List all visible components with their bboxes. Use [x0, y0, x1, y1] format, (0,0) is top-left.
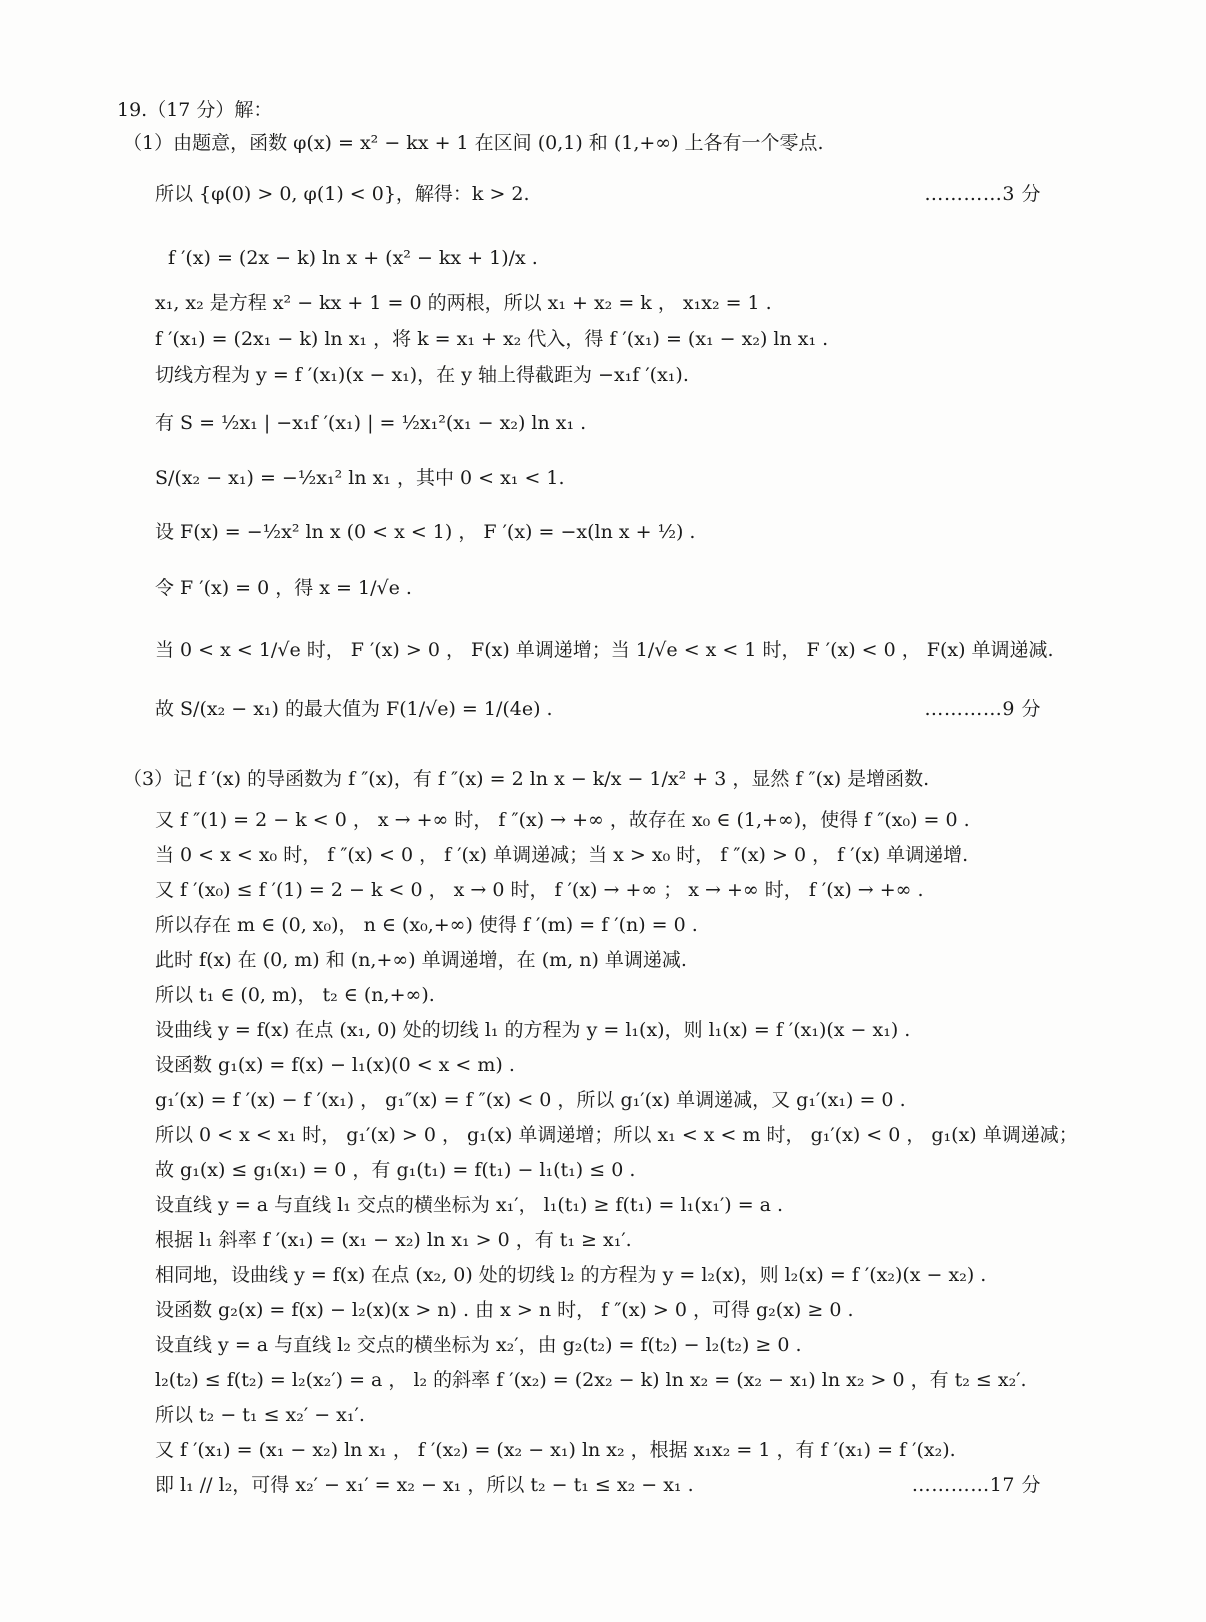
part3-line-14: 根据 l₁ 斜率 f ′(x₁) = (x₁ − x₂) ln x₁ > 0 ，有 t₁ ≥ x₁′.	[155, 1229, 632, 1251]
part3-line-3: 当 0 < x < x₀ 时， f ″(x) < 0 ， f ′(x) 单调递减；当 x > x₀ 时， f ″(x) > 0 ， f ′(x) 单调递增.	[155, 844, 969, 866]
part1-line-6: 切线方程为 y = f ′(x₁)(x − x₁)，在 y 轴上得截距为 −x₁f ′(x₁).	[155, 364, 689, 386]
part1-line-4: x₁, x₂ 是方程 x² − kx + 1 = 0 的两根，所以 x₁ + x₂ = k ， x₁x₂ = 1 .	[155, 292, 772, 314]
part3-line-8: 设曲线 y = f(x) 在点 (x₁, 0) 处的切线 l₁ 的方程为 y = l₁(x)，则 l₁(x) = f ′(x₁)(x − x₁) .	[155, 1019, 911, 1041]
part1-line-11: 当 0 < x < 1/√e 时， F ′(x) > 0 ， F(x) 单调递增；当 1/√e < x < 1 时， F ′(x) < 0 ， F(x) 单调递减.	[155, 639, 1054, 661]
part3-line-10: g₁′(x) = f ′(x) − f ′(x₁) ， g₁″(x) = f ″(x) < 0 ，所以 g₁′(x) 单调递减，又 g₁′(x₁) = 0 .	[155, 1089, 906, 1111]
part1-line-2: 所以 {φ(0) > 0, φ(1) < 0}，解得：k > 2.	[155, 183, 530, 205]
part3-line-20: 又 f ′(x₁) = (x₁ − x₂) ln x₁ ， f ′(x₂) = (x₂ − x₁) ln x₂ ，根据 x₁x₂ = 1 ，有 f ′(x₁) = f ′(x₂).	[155, 1439, 956, 1461]
part3-line-4: 又 f ′(x₀) ≤ f ′(1) = 2 − k < 0 ， x → 0 时， f ′(x) → +∞ ； x → +∞ 时， f ′(x) → +∞ .	[155, 879, 924, 901]
part3-line-17: 设直线 y = a 与直线 l₂ 交点的横坐标为 x₂′，由 g₂(t₂) = f(t₂) − l₂(t₂) ≥ 0 .	[155, 1334, 802, 1356]
part1-line-7: 有 S = ½x₁ | −x₁f ′(x₁) | = ½x₁²(x₁ − x₂) ln x₁ .	[155, 412, 587, 434]
part1-line-1: （1）由题意，函数 φ(x) = x² − kx + 1 在区间 (0,1) 和 (1,+∞) 上各有一个零点.	[123, 132, 824, 154]
part1-line-5: f ′(x₁) = (2x₁ − k) ln x₁ ，将 k = x₁ + x₂ 代入，得 f ′(x₁) = (x₁ − x₂) ln x₁ .	[155, 328, 829, 350]
score-9: …………9 分	[924, 698, 1041, 720]
part3-line-16: 设函数 g₂(x) = f(x) − l₂(x)(x > n) . 由 x > n 时， f ″(x) > 0 ，可得 g₂(x) ≥ 0 .	[155, 1299, 854, 1321]
part1-line-8: S/(x₂ − x₁) = −½x₁² ln x₁ ，其中 0 < x₁ < 1.	[155, 467, 565, 489]
part1-line-3: f ′(x) = (2x − k) ln x + (x² − kx + 1)/x .	[168, 247, 538, 269]
part3-line-19: 所以 t₂ − t₁ ≤ x₂′ − x₁′.	[155, 1404, 365, 1426]
problem-header: 19.（17 分）解：	[117, 99, 273, 121]
score-3: …………3 分	[924, 183, 1041, 205]
part1-line-9: 设 F(x) = −½x² ln x (0 < x < 1) ， F ′(x) = −x(ln x + ½) .	[155, 521, 696, 543]
part3-line-9: 设函数 g₁(x) = f(x) − l₁(x)(0 < x < m) .	[155, 1054, 515, 1076]
part3-line-13: 设直线 y = a 与直线 l₁ 交点的横坐标为 x₁′， l₁(t₁) ≥ f(t₁) = l₁(x₁′) = a .	[155, 1194, 784, 1216]
part3-line-11: 所以 0 < x < x₁ 时， g₁′(x) > 0 ， g₁(x) 单调递增；所以 x₁ < x < m 时， g₁′(x) < 0 ， g₁(x) 单调递减；	[155, 1124, 1078, 1146]
part3-line-18: l₂(t₂) ≤ f(t₂) = l₂(x₂′) = a ， l₂ 的斜率 f ′(x₂) = (2x₂ − k) ln x₂ = (x₂ − x₁) ln x₂ > 0 ，有 t₂ ≤ x₂′.	[155, 1369, 1027, 1391]
part3-line-1: （3）记 f ′(x) 的导函数为 f ″(x)，有 f ″(x) = 2 ln x − k/x − 1/x² + 3 ，显然 f ″(x) 是增函数.	[123, 768, 930, 790]
part3-line-15: 相同地，设曲线 y = f(x) 在点 (x₂, 0) 处的切线 l₂ 的方程为 y = l₂(x)，则 l₂(x) = f ′(x₂)(x − x₂) .	[155, 1264, 987, 1286]
part3-line-6: 此时 f(x) 在 (0, m) 和 (n,+∞) 单调递增，在 (m, n) 单调递减.	[155, 949, 687, 971]
score-17: …………17 分	[911, 1474, 1041, 1496]
part1-line-12: 故 S/(x₂ − x₁) 的最大值为 F(1/√e) = 1/(4e) .	[155, 698, 553, 720]
part3-line-7: 所以 t₁ ∈ (0, m)， t₂ ∈ (n,+∞).	[155, 984, 435, 1006]
part1-line-10: 令 F ′(x) = 0 ，得 x = 1/√e .	[155, 577, 412, 599]
part3-line-12: 故 g₁(x) ≤ g₁(x₁) = 0 ，有 g₁(t₁) = f(t₁) − l₁(t₁) ≤ 0 .	[155, 1159, 636, 1181]
part3-line-21: 即 l₁ // l₂，可得 x₂′ − x₁′ = x₂ − x₁ ，所以 t₂ − t₁ ≤ x₂ − x₁ .	[155, 1474, 694, 1496]
part3-line-5: 所以存在 m ∈ (0, x₀)， n ∈ (x₀,+∞) 使得 f ′(m) = f ′(n) = 0 .	[155, 914, 698, 936]
part3-line-2: 又 f ″(1) = 2 − k < 0 ， x → +∞ 时， f ″(x) → +∞ ，故存在 x₀ ∈ (1,+∞)，使得 f ″(x₀) = 0 .	[155, 809, 970, 831]
